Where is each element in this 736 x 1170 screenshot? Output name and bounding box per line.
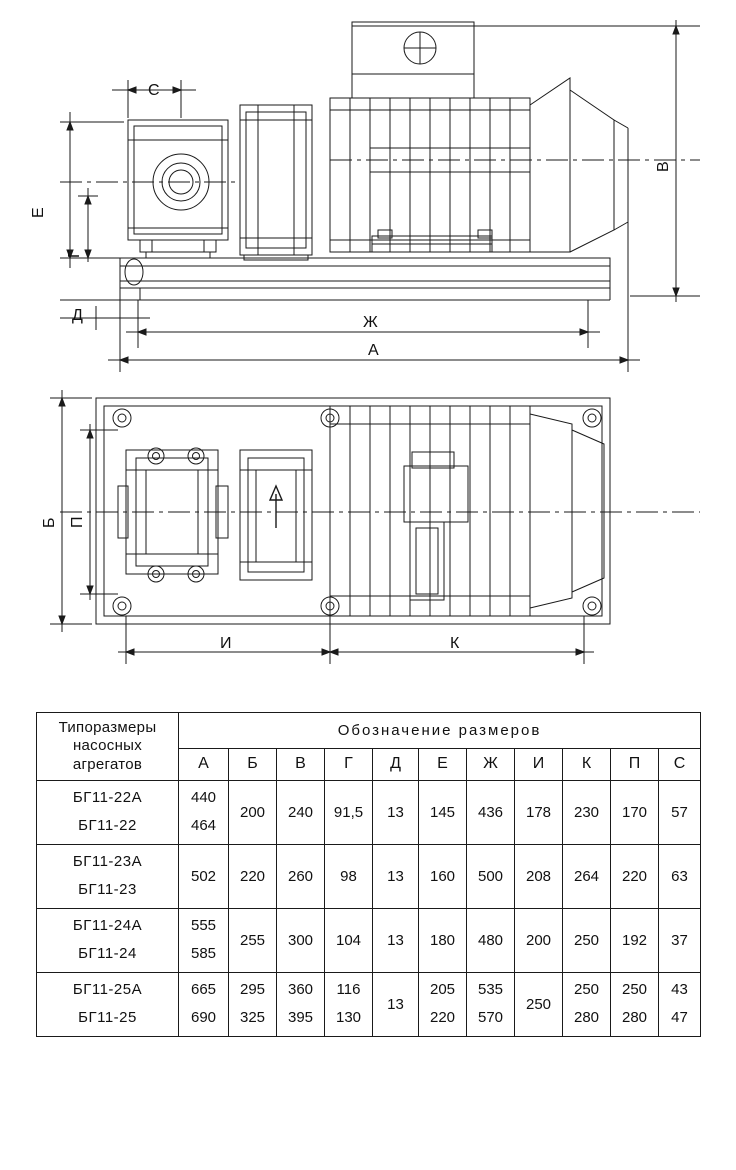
value: 665 [190,980,217,998]
cell-d: 13 [373,844,419,908]
cell-d: 13 [373,972,419,1036]
value: 690 [190,1009,217,1027]
cell-a: 502 [179,844,229,908]
value: 555 [190,916,217,934]
header-line-3: агрегатов [72,755,143,773]
value: 570 [477,1009,504,1027]
value: 535 [477,980,504,998]
column-header-k: К [563,748,611,780]
model-name: БГ11-23 [78,881,137,899]
dim-label-zh: Ж [363,314,378,331]
cell-a [179,908,229,972]
column-header-s: С [659,748,701,780]
cell-v [277,972,325,1036]
cell-e: 180 [419,908,467,972]
header-line-2: насосных [72,737,143,755]
model-name: БГ11-23А [72,852,143,870]
cell-g: 104 [325,908,373,972]
cell-s: 63 [659,844,701,908]
cell-p [611,972,659,1036]
value: 395 [287,1009,314,1027]
dim-label-k: К [450,635,460,652]
table-row [37,844,701,908]
cell-s: 37 [659,908,701,972]
cell-i: 200 [515,908,563,972]
cell-zh: 480 [467,908,515,972]
header-cell-dimensions: Обозначение размеров [179,713,701,749]
dimensions-table-wrap [36,712,700,1037]
header-line-1: Типоразмеры [58,719,157,736]
cell-s [659,972,701,1036]
cell-i: 208 [515,844,563,908]
cell-d: 13 [373,780,419,844]
cell-p: 192 [611,908,659,972]
row-models [37,780,179,844]
value: 250 [621,980,648,998]
cell-e [419,972,467,1036]
cell-p: 170 [611,780,659,844]
value: 440 [190,788,217,806]
value: 295 [239,980,266,998]
model-name: БГ11-22 [78,817,137,835]
column-header-v: В [277,748,325,780]
dim-label-b: Б [41,517,58,528]
value: 220 [429,1009,456,1027]
cell-k: 230 [563,780,611,844]
value: 250 [573,980,600,998]
cell-v: 240 [277,780,325,844]
table-row [37,908,701,972]
model-name: БГ11-24 [78,945,137,963]
row-models [37,908,179,972]
value: 280 [621,1009,648,1027]
cell-a [179,780,229,844]
cell-s: 57 [659,780,701,844]
dim-label-i: И [220,635,232,652]
dim-label-c: С [148,82,160,99]
cell-e: 145 [419,780,467,844]
cell-b [229,972,277,1036]
value: 116 [336,980,361,998]
column-header-d: Д [373,748,419,780]
dimensions-table [36,712,701,1037]
cell-g [325,972,373,1036]
cell-g: 91,5 [325,780,373,844]
value: 325 [239,1009,266,1027]
model-name: БГ11-25 [78,1009,137,1027]
model-name: БГ11-22А [72,788,143,806]
cell-b: 200 [229,780,277,844]
value: 360 [287,980,314,998]
column-header-e: Е [419,748,467,780]
dim-label-v: В [655,161,672,172]
column-header-b: Б [229,748,277,780]
cell-v: 260 [277,844,325,908]
row-models [37,844,179,908]
table-row [37,972,701,1036]
column-header-p: П [611,748,659,780]
cell-g: 98 [325,844,373,908]
column-header-g: Г [325,748,373,780]
cell-zh: 436 [467,780,515,844]
value: 280 [573,1009,600,1027]
row-models [37,972,179,1036]
value: 464 [190,817,217,835]
column-header-zh: Ж [467,748,515,780]
cell-i: 178 [515,780,563,844]
cell-k: 264 [563,844,611,908]
cell-a [179,972,229,1036]
dim-label-a: А [368,342,379,359]
value: 205 [429,980,456,998]
cell-d: 13 [373,908,419,972]
cell-k: 250 [563,908,611,972]
cell-b: 220 [229,844,277,908]
cell-b: 255 [229,908,277,972]
dim-label-e: Е [30,207,47,218]
table-row [37,780,701,844]
value: 47 [671,1009,688,1027]
column-header-a: А [179,748,229,780]
cell-p: 220 [611,844,659,908]
dim-label-g: Г [66,249,83,258]
value: 130 [335,1009,362,1027]
value: 43 [671,980,688,998]
cell-zh [467,972,515,1036]
cell-zh: 500 [467,844,515,908]
model-name: БГ11-24А [72,916,143,934]
dim-label-p: П [69,516,86,528]
table-header-row-1 [37,713,701,749]
cell-k [563,972,611,1036]
cell-v: 300 [277,908,325,972]
value: 585 [190,945,217,963]
model-name: БГ11-25А [72,980,143,998]
cell-i: 250 [515,972,563,1036]
cell-e: 160 [419,844,467,908]
header-cell-models [37,713,179,781]
column-header-i: И [515,748,563,780]
dim-label-d: Д [72,307,83,324]
